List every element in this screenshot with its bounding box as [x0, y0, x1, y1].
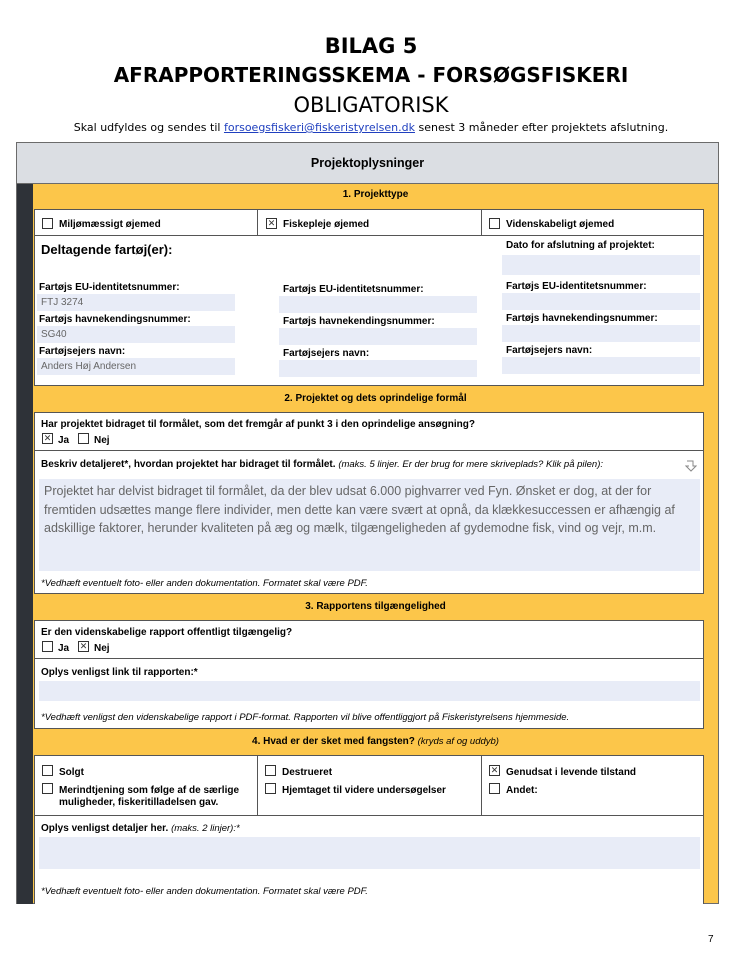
vessel1-owner-field[interactable]: Anders Høj Andersen — [37, 358, 235, 375]
vessel2-eu-label: Fartøjs EU-identitetsnummer: — [283, 284, 424, 295]
describe-hint: (maks. 5 linjer. Er der brug for mere skriveplads? Klik på pilen): — [338, 459, 604, 470]
section-3-box — [34, 620, 704, 729]
goal-no-checkbox[interactable] — [78, 433, 89, 444]
divider — [35, 658, 703, 659]
catch-sold-checkbox[interactable] — [42, 765, 53, 776]
catch-released-checkbox[interactable] — [489, 765, 500, 776]
divider — [257, 210, 258, 235]
section-4-box — [34, 755, 704, 904]
type-scientific-checkbox[interactable] — [489, 218, 500, 229]
vessel2-owner-label: Fartøjsejers navn: — [283, 348, 370, 359]
section-1-title: 1. Projekttype — [342, 189, 409, 200]
section-4-note: *Vedhæft eventuelt foto- eller anden dokumentation. Formatet skal være PDF. — [41, 886, 368, 897]
vessel3-harbor-label: Fartøjs havnekendingsnummer: — [506, 313, 658, 324]
section-4-title-hint: (kryds af og uddyb) — [417, 736, 499, 747]
vessel3-owner-field[interactable] — [502, 357, 700, 374]
vessel3-owner-label: Fartøjsejers navn: — [506, 345, 593, 356]
section-2-title: 2. Projektet og dets oprindelige formål — [284, 393, 467, 404]
catch-extra-income-checkbox[interactable] — [42, 783, 53, 794]
divider — [35, 450, 703, 451]
expand-arrow-icon[interactable] — [685, 460, 697, 472]
vessel1-eu-field[interactable]: FTJ 3274 — [37, 294, 235, 311]
email-link[interactable]: forsoegsfiskeri@fiskeristyrelsen.dk — [223, 121, 415, 134]
describe-label-text: Beskriv detaljeret*, hvordan projektet har bidraget til formålet. — [41, 459, 336, 470]
type-scientific-label: Videnskabeligt øjemed — [506, 219, 615, 230]
vessel3-harbor-field[interactable] — [502, 325, 700, 342]
vessel3-eu-field[interactable] — [502, 293, 700, 310]
report-no-checkbox[interactable] — [78, 641, 89, 652]
describe-label — [41, 459, 603, 470]
section-4-title-text: 4. Hvad er der sket med fangsten? — [252, 736, 415, 747]
vessel1-eu-label: Fartøjs EU-identitetsnummer: — [39, 282, 180, 293]
submit-instructions — [0, 121, 742, 134]
goal-question: Har projektet bidraget til formålet, som det fremgår af punkt 3 i den oprindelige ansøgning? — [41, 419, 475, 430]
catch-other-label: Andet: — [506, 785, 538, 796]
document-title: BILAG 5 — [324, 34, 418, 58]
page-number: 7 — [708, 934, 714, 945]
report-question: Er den videnskabelige rapport offentligt tilgængelig? — [41, 627, 293, 638]
vessels-heading: Deltagende fartøj(er): — [41, 242, 173, 257]
section-3-title: 3. Rapportens tilgængelighed — [305, 601, 446, 612]
report-link-label: Oplys venligst link til rapporten:* — [41, 667, 198, 678]
divider — [481, 756, 482, 815]
goal-yes-label: Ja — [58, 435, 70, 446]
catch-released-label: Genudsat i levende tilstand — [506, 767, 637, 778]
vessel2-harbor-label: Fartøjs havnekendingsnummer: — [283, 316, 435, 327]
end-date-label: Dato for afslutning af projektet: — [506, 240, 655, 251]
catch-investigation-checkbox[interactable] — [265, 783, 276, 794]
catch-other-checkbox[interactable] — [489, 783, 500, 794]
vessel2-owner-field[interactable] — [279, 360, 477, 377]
section-2-note: *Vedhæft eventuelt foto- eller anden dokumentation. Formatet skal være PDF. — [41, 578, 368, 589]
vessel3-eu-label: Fartøjs EU-identitetsnummer: — [506, 281, 647, 292]
describe-text-field[interactable]: Projektet har delvist bidraget til formålet, da der blev udsat 6.000 pighvarrer ved Fyn. Ønsket er dog, at der for fremtiden udsættes mange flere individer, men dette kan være svært at opnå, da klækkesuccessen er afhængig af adskillige faktorer, herunder kvaliteten på æg og mælk, tilgængeligheden af gydemodne fisk, vind og vejr, m.m. — [39, 479, 700, 571]
vessel2-harbor-field[interactable] — [279, 328, 477, 345]
goal-yes-checkbox[interactable] — [42, 433, 53, 444]
report-form — [16, 142, 719, 904]
document-status: OBLIGATORISK — [293, 93, 449, 117]
section-1-box — [34, 209, 704, 386]
report-link-field[interactable] — [39, 681, 700, 701]
instructions-text-start: Skal udfyldes og sendes til — [73, 121, 224, 134]
report-no-label: Nej — [94, 643, 110, 654]
section-2-box — [34, 412, 704, 594]
catch-destroyed-checkbox[interactable] — [265, 765, 276, 776]
vessel1-owner-label: Fartøjsejers navn: — [39, 346, 126, 357]
vessel1-harbor-label: Fartøjs havnekendingsnummer: — [39, 314, 191, 325]
form-header: Projektoplysninger — [17, 143, 718, 184]
vessel2-eu-field[interactable] — [279, 296, 477, 313]
catch-extra-income-label: Merindtjening som følge af de særlige muligheder, fiskeritilladelsen gav. — [59, 785, 240, 808]
type-fishcare-label: Fiskepleje øjemed — [283, 219, 370, 230]
section-4-title — [33, 736, 718, 747]
report-yes-label: Ja — [58, 643, 70, 654]
divider — [35, 815, 703, 816]
details-hint: (maks. 2 linjer):* — [171, 823, 240, 834]
document-subtitle: AFRAPPORTERINGSSKEMA - FORSØGSFISKERI — [113, 63, 629, 87]
divider — [257, 756, 258, 815]
divider — [481, 210, 482, 235]
catch-investigation-label: Hjemtaget til videre undersøgelser — [282, 785, 446, 796]
divider — [35, 235, 703, 236]
instructions-text-end: senest 3 måneder efter projektets afslutning. — [414, 121, 669, 134]
details-label-text: Oplys venligst detaljer her. — [41, 823, 169, 834]
type-environmental-label: Miljømæssigt øjemed — [59, 219, 161, 230]
details-field[interactable] — [39, 837, 700, 869]
type-fishcare-checkbox[interactable] — [266, 218, 277, 229]
catch-sold-label: Solgt — [59, 767, 84, 778]
vessel1-harbor-field[interactable]: SG40 — [37, 326, 235, 343]
report-yes-checkbox[interactable] — [42, 641, 53, 652]
end-date-field[interactable] — [502, 255, 700, 275]
goal-no-label: Nej — [94, 435, 110, 446]
catch-destroyed-label: Destrueret — [282, 767, 333, 778]
type-environmental-checkbox[interactable] — [42, 218, 53, 229]
section-3-note: *Vedhæft venligst den videnskabelige rapport i PDF-format. Rapporten vil blive offentliggjort på Fiskeristyrelsens hjemmeside. — [41, 712, 570, 723]
form-side-bar — [17, 184, 33, 904]
details-label — [41, 823, 240, 834]
